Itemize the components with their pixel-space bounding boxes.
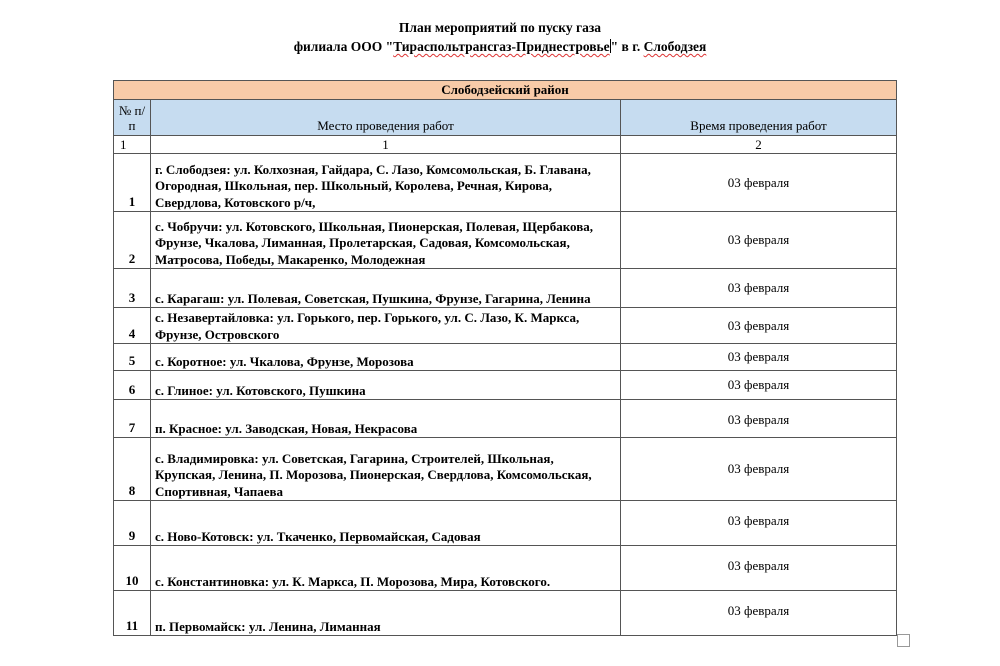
- column-number: 1: [151, 136, 621, 154]
- row-time: 03 февраля: [621, 438, 897, 501]
- table-row: [114, 501, 897, 546]
- company-name: Тираспольтрансгаз-Приднестровье: [393, 39, 610, 54]
- header-row: [114, 100, 897, 136]
- header-time: Время проведения работ: [621, 100, 897, 136]
- row-number: 2: [114, 212, 151, 269]
- header-num: № п/п: [114, 100, 151, 136]
- row-time: 03 февраля: [621, 501, 897, 546]
- row-place: с. Чобручи: ул. Котовского, Школьная, Пионерская, Полевая, Щербакова, Фрунзе, Чкалова, Лиманная, Пролетарская, Садовая, Комсомольская, Матросова, Победы, Макаренко, Молодежная: [151, 212, 621, 269]
- row-time: 03 февраля: [621, 212, 897, 269]
- row-time: 03 февраля: [621, 371, 897, 400]
- row-place: с. Владимировка: ул. Советская, Гагарина, Строителей, Школьная, Крупская, Ленина, П. Морозова, Пионерская, Свердлова, Комсомольская, Спортивная, Чапаева: [151, 438, 621, 501]
- column-number: 1: [114, 136, 151, 154]
- city-name: Слободзея: [643, 39, 707, 54]
- table-row: [114, 308, 897, 344]
- document-title: [0, 18, 1000, 56]
- district-row: [114, 81, 897, 100]
- table-row: [114, 212, 897, 269]
- title-line-2-middle: " в г.: [610, 39, 644, 54]
- row-time: 03 февраля: [621, 546, 897, 591]
- row-time: 03 февраля: [621, 591, 897, 636]
- row-place: с. Коротное: ул. Чкалова, Фрунзе, Морозова: [151, 344, 621, 371]
- row-place: с. Карагаш: ул. Полевая, Советская, Пушкина, Фрунзе, Гагарина, Ленина: [151, 269, 621, 308]
- row-time: 03 февраля: [621, 400, 897, 438]
- table-row: [114, 400, 897, 438]
- title-line-1: План мероприятий по пуску газа: [398, 20, 602, 35]
- table-row: [114, 344, 897, 371]
- row-time: 03 февраля: [621, 269, 897, 308]
- row-place: с. Глиное: ул. Котовского, Пушкина: [151, 371, 621, 400]
- column-number: 2: [621, 136, 897, 154]
- row-place: с. Ново-Котовск: ул. Ткаченко, Первомайская, Садовая: [151, 501, 621, 546]
- table-row: [114, 546, 897, 591]
- table-row: [114, 269, 897, 308]
- row-number: 11: [114, 591, 151, 636]
- row-number: 1: [114, 154, 151, 212]
- row-number: 9: [114, 501, 151, 546]
- table-row: [114, 371, 897, 400]
- row-number: 3: [114, 269, 151, 308]
- row-time: 03 февраля: [621, 154, 897, 212]
- row-number: 4: [114, 308, 151, 344]
- row-number: 8: [114, 438, 151, 501]
- row-number: 5: [114, 344, 151, 371]
- row-place: п. Первомайск: ул. Ленина, Лиманная: [151, 591, 621, 636]
- row-number: 7: [114, 400, 151, 438]
- row-place: с. Незавертайловка: ул. Горького, пер. Горького, ул. С. Лазо, К. Маркса, Фрунзе, Островского: [151, 308, 621, 344]
- table-row: [114, 154, 897, 212]
- row-time: 03 февраля: [621, 344, 897, 371]
- district-cell: Слободзейский район: [114, 81, 897, 100]
- table-row: [114, 591, 897, 636]
- schedule-table: [113, 80, 897, 636]
- column-numbers-row: [114, 136, 897, 154]
- row-time: 03 февраля: [621, 308, 897, 344]
- table-resize-handle[interactable]: [897, 634, 910, 647]
- header-place: Место проведения работ: [151, 100, 621, 136]
- title-line-2: [0, 37, 1000, 56]
- table-row: [114, 438, 897, 501]
- row-number: 10: [114, 546, 151, 591]
- row-place: п. Красное: ул. Заводская, Новая, Некрасова: [151, 400, 621, 438]
- row-place: г. Слободзея: ул. Колхозная, Гайдара, С. Лазо, Комсомольская, Б. Главана, Огородная, Школьная, пер. Школьный, Королева, Речная, Кирова, Свердлова, Котовского р/ч,: [151, 154, 621, 212]
- row-place: с. Константиновка: ул. К. Маркса, П. Морозова, Мира, Котовского.: [151, 546, 621, 591]
- row-number: 6: [114, 371, 151, 400]
- title-line-2-prefix: филиала ООО ": [293, 39, 394, 54]
